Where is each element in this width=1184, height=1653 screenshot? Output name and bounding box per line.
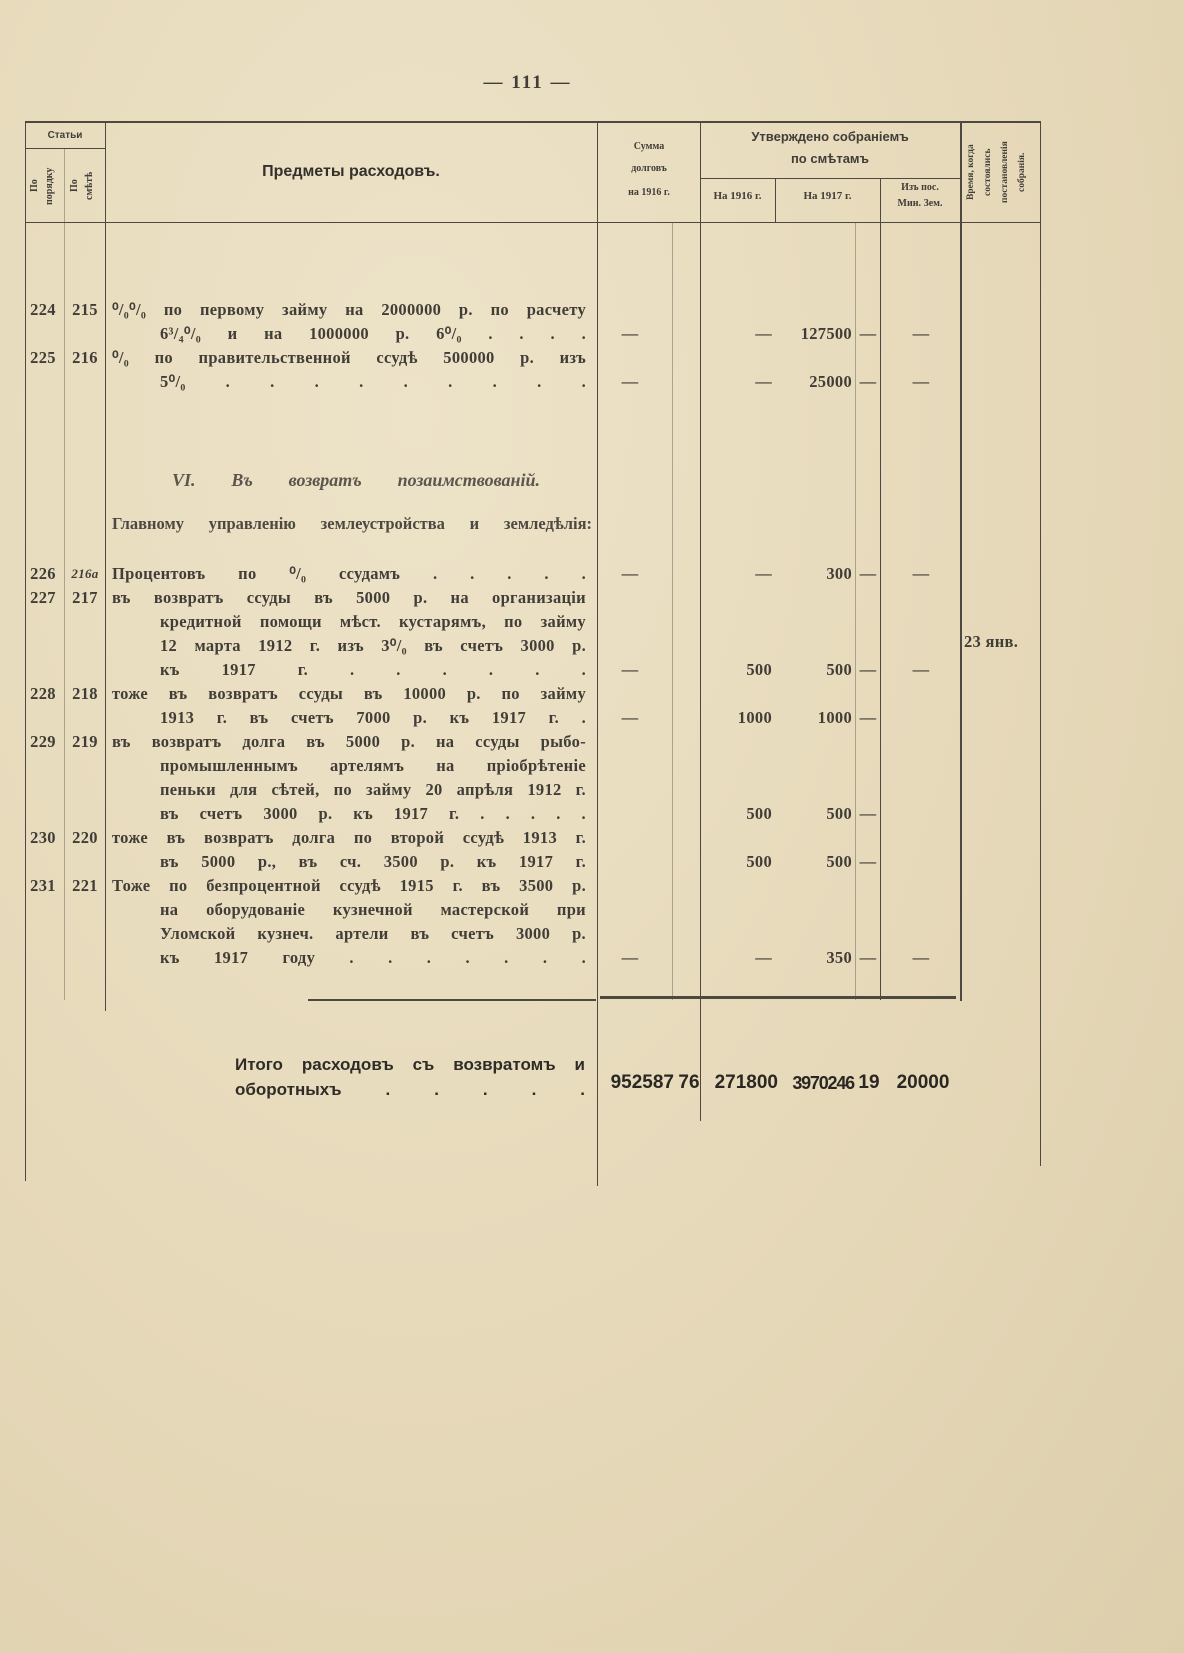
approved-1916-value: 1000	[737, 708, 772, 727]
expense-row	[0, 874, 1184, 970]
debt-sum-header	[598, 140, 700, 200]
debt-sum-line: Сумма	[633, 141, 665, 152]
by-order-line: порядку	[44, 167, 55, 205]
approved-1917-value: 1000	[817, 708, 852, 727]
approved-1917-value: 500	[826, 804, 852, 823]
totals-label-line: оборотныхъ . . . . .	[235, 1080, 585, 1099]
approved-1916-value: —	[755, 372, 772, 391]
expense-description	[112, 298, 586, 346]
expense-row	[0, 826, 1184, 874]
ministry-value: —	[912, 564, 930, 583]
by-order-header	[27, 152, 63, 220]
expense-row	[0, 562, 1184, 586]
resolution-date: 23 янв.	[964, 632, 1019, 651]
row-number: 231	[30, 876, 56, 895]
by-estimate-header	[67, 152, 103, 220]
total-debt-kopecks: 76	[678, 1072, 700, 1093]
section-title: VI. Въ возвратъ позаимствованій.	[172, 470, 540, 490]
row-number: 224	[30, 300, 56, 319]
articles-rule	[25, 148, 105, 149]
kopecks-value: —	[859, 324, 877, 343]
estimate-number: 220	[72, 828, 98, 847]
kopecks-value: —	[859, 660, 877, 679]
articles-header: Статьи	[47, 130, 83, 141]
ministry-value	[884, 850, 958, 874]
ministry-value	[884, 706, 958, 730]
by-order-line: По	[29, 179, 40, 193]
expense-row	[0, 346, 1184, 394]
expense-description	[112, 346, 586, 394]
expense-description	[112, 586, 586, 682]
ministry-value: —	[912, 660, 930, 679]
expense-description	[112, 730, 586, 826]
totals-label	[235, 1052, 585, 1102]
approved-1917-value: 350	[826, 948, 852, 967]
debt-value	[600, 850, 660, 874]
row-number: 230	[30, 828, 56, 847]
description-line: кредитной помощи мѣст. кустарямъ, по займу	[160, 612, 586, 631]
description-line: 1913 г. въ счетъ 7000 р. къ 1917 г. .	[160, 708, 586, 727]
description-line: къ 1917 году . . . . . . .	[160, 948, 586, 967]
approved-1916-value: 500	[746, 660, 772, 679]
resolution-time-line: Время, когда	[966, 144, 976, 201]
description-line: въ счетъ 3000 р. къ 1917 г. . . . . .	[160, 804, 586, 823]
row-number: 227	[30, 588, 56, 607]
approved-1917-value: 300	[826, 564, 852, 583]
approved-1916-value: —	[755, 948, 772, 967]
expense-row	[0, 298, 1184, 346]
row-number: 225	[30, 348, 56, 367]
ministry-value: —	[912, 372, 930, 391]
row-number: 229	[30, 732, 56, 751]
total-1917-kopecks: 19	[858, 1072, 880, 1093]
estimate-number: 218	[72, 684, 98, 703]
by-estimate-line: По	[69, 179, 80, 193]
header-bottom-rule	[25, 222, 1041, 223]
ministry-value: —	[912, 324, 930, 343]
total-debt-rubles: 952587	[610, 1072, 674, 1093]
description-line: на оборудованіе кузнечной мастерской при	[160, 900, 586, 919]
estimate-number: 221	[72, 876, 98, 895]
resolution-time-header	[963, 125, 1039, 220]
description-line: 5⁰/₀ . . . . . . . . .	[160, 372, 586, 391]
year-1917-header: На 1917 г.	[803, 190, 852, 202]
description-line: тоже въ возвратъ долга по второй ссудѣ 1913 г.	[112, 828, 586, 847]
description-line: тоже въ возвратъ ссуды въ 10000 р. по займу	[112, 684, 586, 703]
ministry-header: Мин. Зем.	[897, 198, 943, 209]
debt-value: —	[621, 708, 639, 727]
debt-value: —	[621, 948, 639, 967]
approved-1917-value: 500	[826, 660, 852, 679]
debt-sum-line: на 1916 г.	[628, 187, 670, 198]
debt-value: —	[621, 564, 639, 583]
expense-description	[112, 562, 586, 586]
row-number: 228	[30, 684, 56, 703]
year-1916-header: На 1916 г.	[713, 190, 762, 202]
description-line: промышленнымъ артелямъ на пріобрѣтеніе	[160, 756, 586, 775]
debt-value	[600, 802, 660, 826]
approved-header: Утверждено собраніемъ	[751, 129, 909, 144]
kopecks-value: —	[859, 372, 877, 391]
estimate-number: 215	[72, 300, 98, 319]
description-line: въ 5000 р., въ сч. 3500 р. къ 1917 г.	[160, 852, 586, 871]
expense-row	[0, 730, 1184, 826]
kopecks-value: —	[859, 804, 877, 823]
description-line: въ возвратъ долга въ 5000 р. на ссуды рыбо-	[112, 732, 586, 751]
table-top-rule	[25, 121, 1041, 123]
ministry-header: Изъ пос.	[901, 182, 939, 193]
description-line: Тоже по безпроцентной ссудѣ 1915 г. въ 3500 р.	[112, 876, 586, 895]
total-1916: 271800	[714, 1072, 778, 1093]
debt-value: —	[621, 660, 639, 679]
by-estimate-line: смѣтѣ	[84, 171, 95, 201]
expense-row	[0, 682, 1184, 730]
description-line: въ возвратъ ссуды въ 5000 р. на организаціи	[112, 588, 586, 607]
debt-value: —	[621, 324, 639, 343]
debt-sum-line: долговъ	[631, 163, 667, 174]
section-recipient: Главному управленію землеустройства и земледѣлія:	[112, 514, 592, 533]
approved-1916-value: 500	[746, 804, 772, 823]
resolution-time-line: собранія.	[1017, 152, 1027, 193]
ministry-value: —	[912, 948, 930, 967]
description-line: ⁰/₀⁰/₀ по первому займу на 2000000 р. по расчету	[112, 300, 586, 319]
approved-1917-value: 127500	[800, 324, 852, 343]
kopecks-value: —	[859, 948, 877, 967]
estimate-number: 216а	[71, 566, 99, 581]
estimate-number: 219	[72, 732, 98, 751]
description-line: 6³/₄⁰/₀ и на 1000000 р. 6⁰/₀ . . . .	[160, 324, 586, 343]
debt-value: —	[621, 372, 639, 391]
expense-description	[112, 682, 586, 730]
approved-subheader: по смѣтамъ	[790, 151, 870, 166]
estimate-number: 216	[72, 348, 98, 367]
expense-row	[0, 586, 1184, 682]
estimate-number: 217	[72, 588, 98, 607]
totals-rule	[308, 999, 596, 1001]
total-ministry: 20000	[896, 1072, 950, 1093]
kopecks-value: —	[859, 708, 877, 727]
resolution-time-line: состоялись	[983, 148, 993, 197]
total-1917-rubles: 3970246	[792, 1073, 854, 1093]
page-number: — 111 —	[483, 72, 572, 93]
row-number: 226	[30, 564, 56, 583]
totals-thick-rule	[600, 996, 956, 999]
kopecks-value: —	[859, 564, 877, 583]
expense-description	[112, 874, 586, 970]
description-line: къ 1917 г. . . . . . .	[160, 660, 586, 679]
description-line: Уломской кузнеч. артели въ счетъ 3000 р.	[160, 924, 586, 943]
approved-1917-value: 25000	[809, 372, 852, 391]
approved-1917-value: 500	[826, 852, 852, 871]
totals-label-line: Итого расходовъ съ возвратомъ и	[235, 1055, 585, 1074]
description-line: Процентовъ по ⁰/₀ ссудамъ . . . . .	[112, 564, 586, 583]
expense-description	[112, 826, 586, 874]
description-line: ⁰/₀ по правительственной ссудѣ 500000 р. изъ	[112, 348, 586, 367]
approved-rule	[700, 178, 960, 179]
description-line: 12 марта 1912 г. изъ 3⁰/₀ въ счетъ 3000 р.	[160, 636, 586, 655]
approved-1916-value: —	[755, 564, 772, 583]
kopecks-value: —	[859, 852, 877, 871]
approved-1916-value: 500	[746, 852, 772, 871]
ministry-value	[884, 802, 958, 826]
resolution-time-line: постановленія	[1000, 141, 1010, 204]
subjects-header: Предметы расходовъ.	[262, 163, 440, 180]
approved-1916-value: —	[755, 324, 772, 343]
description-line: пеньки для сѣтей, по займу 20 апрѣля 1912 г.	[160, 780, 586, 799]
